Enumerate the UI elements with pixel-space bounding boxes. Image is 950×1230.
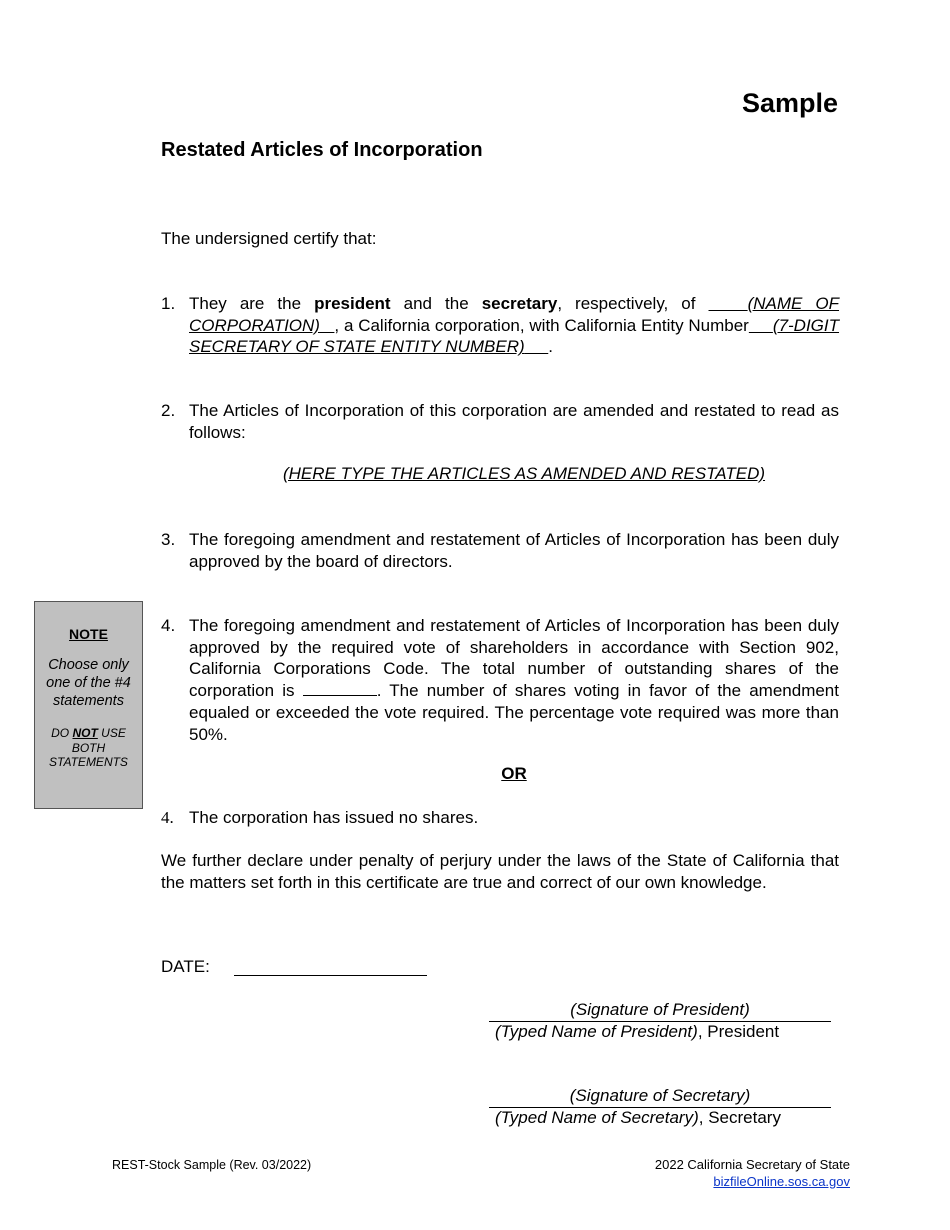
note-warning-text: USE BOTH STATEMENTS (49, 726, 128, 769)
declaration: We further declare under penalty of perjury under the laws of the State of California that the matters set forth in this certificate are true and correct of our own knowledge. (161, 851, 839, 892)
outstanding-shares-blank[interactable] (303, 681, 377, 696)
secretary-term: secretary (481, 294, 558, 313)
president-signature-placeholder: (Signature of President) (570, 1000, 750, 1019)
document-title: Restated Articles of Incorporation (161, 139, 483, 161)
president-term: president (314, 294, 391, 313)
item-3-body: The foregoing amendment and restatement of Articles of Incorporation has been duly approved by the board of directors. (189, 530, 839, 571)
note-warning-text: DO (51, 726, 73, 740)
or-separator: OR (501, 764, 527, 783)
item-4a (161, 615, 839, 745)
articles-placeholder[interactable] (161, 464, 859, 484)
secretary-signature-line[interactable] (489, 1086, 831, 1108)
footer-agency (655, 1156, 850, 1190)
item-1-text: , a California corporation, with California Entity Number (334, 315, 749, 335)
item-1-text: , respectively, of (557, 294, 709, 313)
item-1-body (189, 293, 839, 358)
date-label: DATE: (161, 957, 210, 976)
website-link[interactable]: bizfileOnline.sos.ca.gov (713, 1174, 850, 1189)
date-field[interactable] (234, 975, 427, 976)
item-2-body: The Articles of Incorporation of this corporation are amended and restated to read as follows: (189, 401, 839, 442)
agency-name: 2022 California Secretary of State (654, 1157, 850, 1172)
note-box (34, 601, 143, 809)
item-number: 2. (161, 401, 176, 420)
item-3 (161, 529, 839, 572)
president-typed-placeholder: (Typed Name of President) (495, 1022, 698, 1041)
item-4b (161, 807, 839, 829)
secretary-typed-name (495, 1108, 781, 1128)
secretary-title: , Secretary (698, 1108, 781, 1127)
president-title: , President (697, 1022, 780, 1041)
item-1-text: and the (390, 294, 482, 313)
president-signature-line[interactable] (489, 1000, 831, 1022)
president-typed-name (495, 1022, 779, 1042)
entity-number-placeholder: (7-DIGIT SECRETARY OF STATE ENTITY NUMBER) (189, 315, 840, 357)
item-1-text: . (548, 337, 553, 357)
item-1 (161, 293, 839, 358)
note-heading: NOTE (69, 626, 108, 642)
note-warning-not: NOT (72, 726, 98, 740)
articles-placeholder-text: (HERE TYPE THE ARTICLES AS AMENDED AND RESTATED) (282, 464, 766, 483)
note-body: Choose only one of the #4 statements (46, 657, 131, 709)
sample-label: Sample (741, 88, 838, 118)
item-2 (161, 400, 839, 443)
secretary-typed-placeholder: (Typed Name of Secretary) (495, 1108, 699, 1127)
item-1-text: They are the (189, 294, 315, 313)
corp-name-placeholder: (NAME OF CORPORATION) (189, 294, 840, 335)
item-4a-body (189, 615, 839, 745)
item-4a-text: . The number of shares voting in favor of the amendment equaled or exceeded the vote required. The percentage vote required was more than 50%. (189, 681, 839, 744)
item-number: 4. (161, 808, 174, 827)
intro-text: The undersigned certify that: (161, 229, 377, 248)
item-4b-body: The corporation has issued no shares. (189, 808, 479, 827)
secretary-signature-placeholder: (Signature of Secretary) (569, 1086, 751, 1105)
item-number: 1. (161, 294, 176, 313)
note-warning (35, 726, 142, 770)
item-number: 4. (161, 616, 176, 635)
item-4a-text: The foregoing amendment and restatement of Articles of Incorporation has been duly approved by the required vote of shareholders in accordance with Section 902, California Corporations Code. The total number of outstanding shares of the corporation is (189, 616, 839, 701)
form-id: REST-Stock Sample (Rev. 03/2022) (112, 1158, 312, 1172)
item-number: 3. (161, 530, 176, 549)
